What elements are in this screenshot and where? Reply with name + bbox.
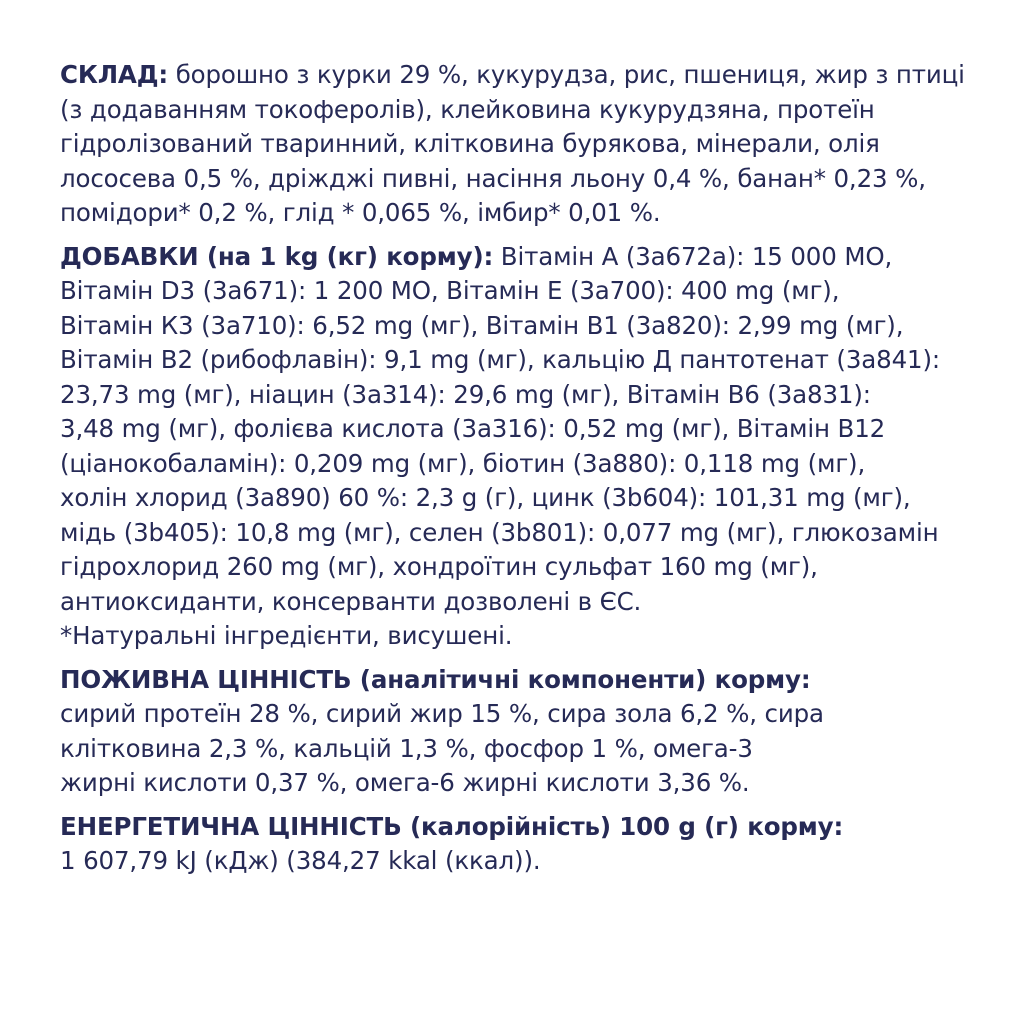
additives-line-9: мідь (3b405): 10,8 mg (мг), селен (3b801): 0,077 mg (мг), глюкозамін bbox=[60, 517, 939, 547]
additives-line-4: Вітамін В2 (рибофлавін): 9,1 mg (мг), кальцію Д пантотенат (3a841): bbox=[60, 345, 940, 374]
additives-line-11: антиоксиданти, консерванти дозволені в ЄС. bbox=[60, 586, 642, 616]
nutrition-section bbox=[60, 663, 1000, 801]
energy-line-1: 1 607,79 kJ (кДж) (384,27 kkal (ккал)). bbox=[60, 846, 541, 875]
composition-label: СКЛАД: bbox=[60, 60, 169, 89]
composition-line-3: гідролізований тваринний, клітковина бурякова, мінерали, олія bbox=[60, 129, 880, 158]
additives-text: Вітамін А (3a672a): 15 000 МО, bbox=[500, 241, 893, 271]
additives-line-5: 23,73 mg (мг), ніацин (3a314): 29,6 mg (мг), Вітамін В6 (3a831): bbox=[60, 379, 871, 409]
natural-ingredients-note: *Натуральні інгредієнти, висушені. bbox=[60, 621, 513, 650]
composition-line-5: помідори* 0,2 %, глід * 0,065 %, імбир* 0,01 %. bbox=[60, 198, 661, 227]
nutrition-label: ПОЖИВНА ЦІННІСТЬ (аналітичні компоненти) корму: bbox=[60, 664, 811, 694]
additives-label: ДОБАВКИ (на 1 kg (кг) корму): bbox=[60, 241, 494, 271]
composition-line-2: (з додаванням токоферолів), клейковина кукурудзяна, протеїн bbox=[60, 94, 875, 124]
additives-line-2: Вітамін D3 (3a671): 1 200 МО, Вітамін Е (3a700): 400 mg (мг), bbox=[60, 276, 840, 305]
energy-label: ЕНЕРГЕТИЧНА ЦІННІСТЬ (калорійність) 100 g (г) корму: bbox=[60, 811, 844, 841]
nutrition-line-2: клітковина 2,3 %, кальцій 1,3 %, фосфор 1 %, омега-3 bbox=[60, 733, 753, 763]
additives-line-10: гідрохлорид 260 mg (мг), хондроїтин сульфат 160 mg (мг), bbox=[60, 552, 818, 581]
composition-text: борошно з курки 29 %, кукурудза, рис, пшениця, жир з птиці bbox=[175, 60, 965, 89]
additives-line-6: 3,48 mg (мг), фолієва кислота (3a316): 0,52 mg (мг), Вітамін В12 bbox=[60, 414, 886, 443]
energy-section bbox=[60, 810, 1000, 879]
additives-section bbox=[60, 240, 1000, 654]
additives-line-8: холін хлорид (3a890) 60 %: 2,3 g (г), цинк (3b604): 101,31 mg (мг), bbox=[60, 483, 911, 512]
label-text bbox=[60, 58, 1000, 888]
nutrition-line-1: сирий протеїн 28 %, сирий жир 15 %, сира зола 6,2 %, сира bbox=[60, 699, 824, 728]
additives-line-7: (ціанокобаламін): 0,209 mg (мг), біотин (3a880): 0,118 mg (мг), bbox=[60, 448, 866, 478]
additives-line-3: Вітамін К3 (3a710): 6,52 mg (мг), Вітамін В1 (3a820): 2,99 mg (мг), bbox=[60, 310, 904, 340]
composition-line-4: лососева 0,5 %, дріжджі пивні, насіння льону 0,4 %, банан* 0,23 %, bbox=[60, 163, 926, 193]
composition-section bbox=[60, 58, 1000, 231]
additives-line-1 bbox=[60, 240, 1000, 275]
nutrition-line-3: жирні кислоти 0,37 %, омега-6 жирні кислоти 3,36 %. bbox=[60, 768, 750, 797]
composition-line-1 bbox=[60, 58, 1000, 93]
